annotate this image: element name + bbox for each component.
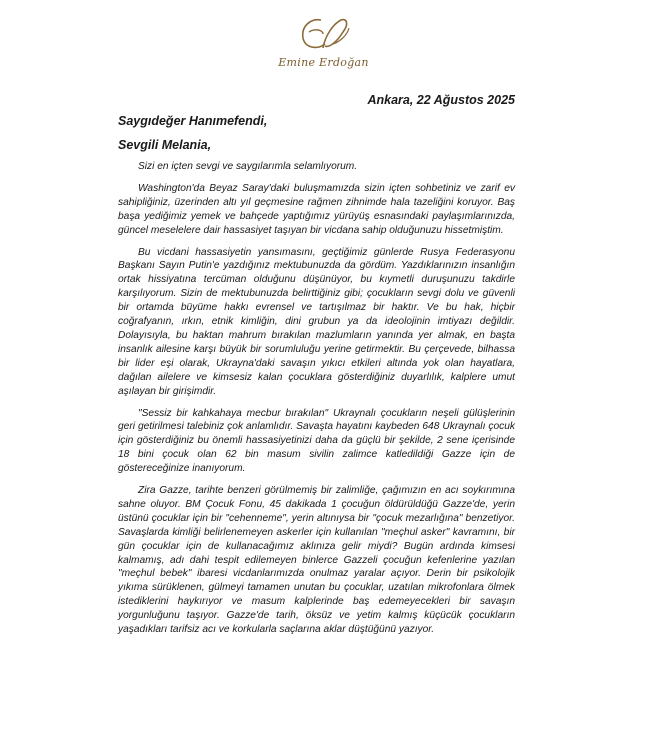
letter-paragraph: Washington'da Beyaz Saray'daki buluşmamızda sizin içten sohbetiniz ve zarif ev sahipliğiniz, üzerinden altı yıl geçmesine rağmen zihnimde hala tazeliğini koruyor. Baş başa yediğimiz yemek ve bahçede yaptığımız yürüyüş esnasındaki paylaşımlarınızda, güncel meselelere dair hassasiyet taşıyan bir vicdana sahip olduğunuzu hissetmiştim. bbox=[118, 182, 515, 236]
letter-body bbox=[118, 113, 515, 637]
letter-date: Ankara, 22 Ağustos 2025 bbox=[367, 93, 515, 107]
letterhead bbox=[0, 14, 647, 69]
salutation-formal: Saygıdeğer Hanımefendi, bbox=[118, 114, 268, 128]
salutation-personal: Sevgili Melania, bbox=[118, 138, 212, 152]
letter-paragraph: Bu vicdani hassasiyetin yansımasını, geçtiğimiz günlerde Rusya Federasyonu Başkanı Sayın Putin'e yazdığınız mektubunuzda da gördüm. Yazdıklarınızın insanlığın ortak hissiyatına tercüman olduğunu düşünüyor, bu kıymetli duruşunuzu takdirle karşılıyorum. Sizin de mektubunuzda belirttiğiniz gibi; çocukların sevgi dolu ve güvenli bir ortamda büyüme hakkı evrensel ve tartışılmaz bir haktır. Ve bu hak, hiçbir coğrafyanın, ırkın, etnik kimliğin, dini grubun ya da ideolojinin imtiyazı değildir. Dolayısıyla, bu haktan mahrum bırakılan mazlumların yanında yer almak, en başta insanlık ailesine karşı büyük bir sorumluluğu yerine getirmektir. Bu çerçevede, bilhassa bir lider eşi olarak, Ukrayna'daki savaşın yıkıcı etkileri altında yok olan hayatlara, dağılan ailelere ve kimsesiz kalan çocuklara gösterdiğiniz duyarlılık, kalplere umut aşılayan bir girişimdir. bbox=[118, 246, 515, 397]
letterhead-name: Emine Erdoğan bbox=[278, 56, 369, 69]
greeting-paragraph: Sizi en içten sevgi ve saygılarımla selamlıyorum. bbox=[138, 161, 358, 172]
letter-paragraph: Zira Gazze, tarihte benzeri görülmemiş bir zalimliğe, çağımızın en acı soykırımına sahne oluyor. BM Çocuk Fonu, 45 dakikada 1 çocuğun öldürüldüğü Gazze'de, yerin üstünü çocuklar için bir "cehenneme", yerin altınıysa bir "çocuk mezarlığına" benzetiyor. Savaşlarda kimliği belirlenemeyen askerler için kullanılan "meçhul asker" kavramını, bir gün çocuklar için de kullanacağımız aklınıza gelir miydi? Bugün ardında kimsesi kalmamış, adı dahi tespit edilemeyen binlerce Gazzeli çocuğun kefenlerine yazılan "meçhul bebek" ibaresi vicdanlarımızda onulmaz yaralar açıyor. Derin bir psikolojik yıkıma sürüklenen, gülmeyi tamamen unutan bu çocuklar, uzatılan mikrofonlara ölmek istediklerini haykırıyor ve masum kalplerinde baş edemeyecekleri bir savaşın yorgunluğunu taşıyor. Gazze'de tarih, öksüz ve yetim kalmış küçücük çocukların yaşadıkları tarifsiz acı ve korkularla saçlarına aklar düştüğünü yazıyor. bbox=[118, 485, 515, 636]
letter-paragraph: "Sessiz bir kahkahaya mecbur bırakılan" Ukraynalı çocukların neşeli gülüşlerinin geri getirilmesi talebiniz çok anlamlıdır. Savaşta hayatını kaybeden 648 Ukraynalı çocuk için gösterdiğiniz bu önemli hassasiyetinizi daha da güçlü bir şekilde, 2 sene içerisinde 18 bini çocuk olan 62 bin masum sivilin zalimce katledildiği Gazze için de göstereceğinize inanıyorum. bbox=[118, 407, 515, 475]
monogram-logo bbox=[289, 14, 359, 56]
